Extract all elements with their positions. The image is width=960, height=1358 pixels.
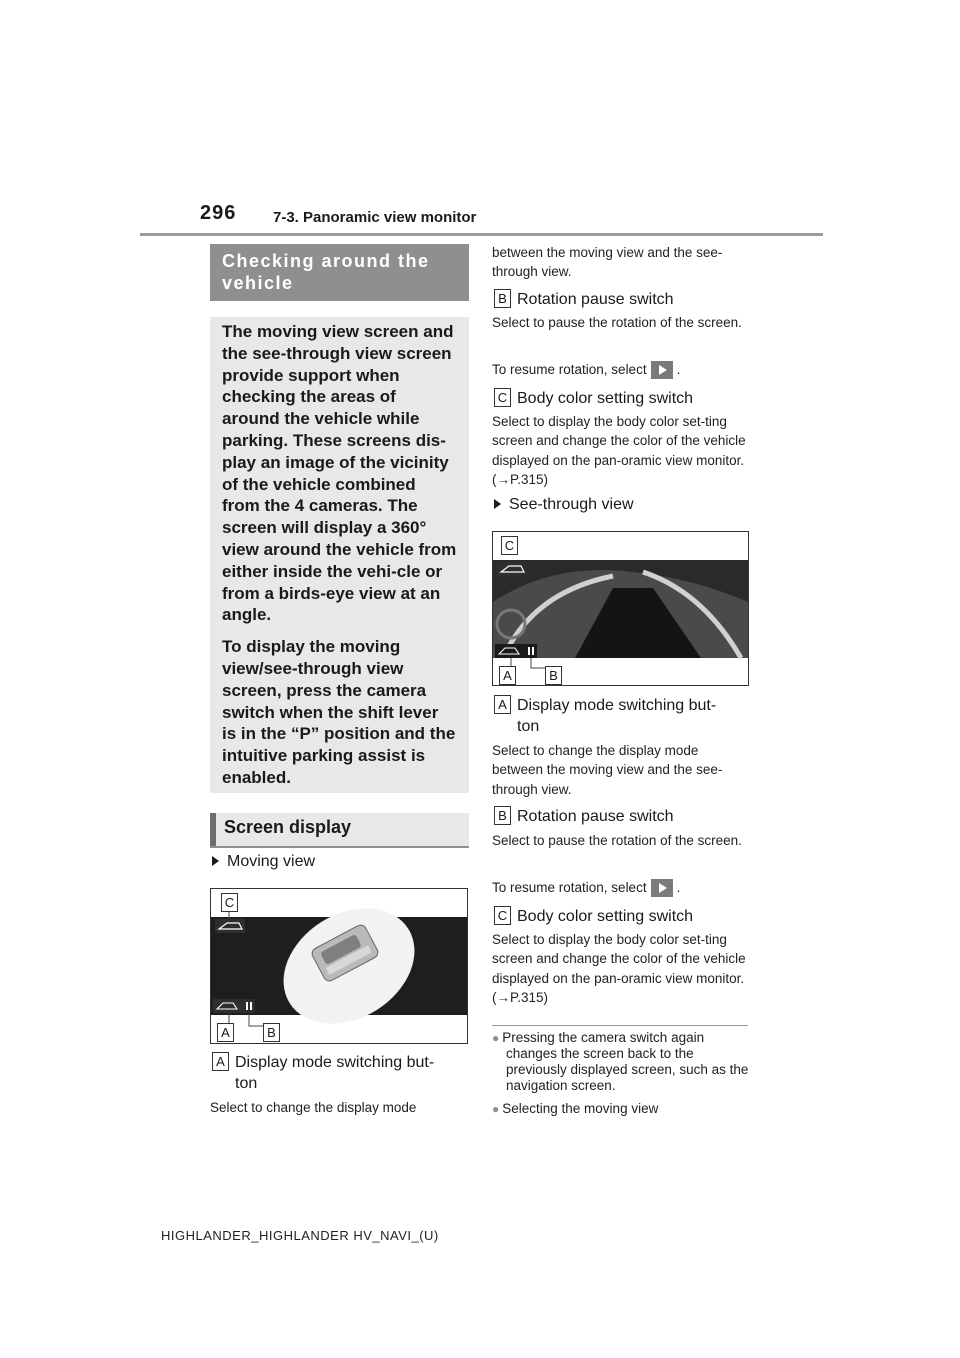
arrow-icon: → [496,989,510,1005]
moving-item-c-page-ref[interactable]: P.315) [510,471,549,487]
moving-item-b-title [494,289,752,310]
see-through-item-c-title-text: Body color setting switch [517,908,694,925]
item-a-description: Select to change the display mode [210,1100,417,1115]
see-through-item-a-letter: A [494,695,511,714]
note-1-text: Pressing the camera switch again changes the screen back to the previously displayed screen, such as the navigation screen. [502,1030,749,1093]
see-through-item-a-title-text: Display mode switching but-ton [517,697,717,735]
label-b: B [545,666,562,685]
intro-paragraph-2: To display the moving view/see-through view screen, press the camera switch when the shift lever is in the “P” position and the intuitive parking assist is enabled. [222,637,456,787]
callout-line-b [249,1014,263,1026]
see-through-item-c-description-text: Select to display the body color set-ting screen and change the color of the vehicle displayed on the pan-oramic view monitor. ( [492,932,746,1005]
moving-view-illustration [211,889,467,1043]
page-number: 296 [200,202,237,224]
period: . [676,362,681,377]
moving-item-c-description-text: Select to display the body color set-ting screen and change the color of the vehicle displayed on the pan-oramic view monitor. ( [492,414,746,487]
item-a-letter: A [212,1052,229,1071]
note-2-text: Selecting the moving view [502,1101,659,1116]
note-1 [492,1030,754,1094]
see-through-view-heading-text: See-through view [509,496,634,513]
triangle-bullet-icon [212,856,219,866]
footer-model-code: HIGHLANDER_HIGHLANDER HV_NAVI_(U) [161,1228,439,1243]
note-2 [492,1101,754,1117]
moving-item-b-letter: B [494,289,511,308]
label-b: B [263,1023,280,1042]
display-mode-icon [213,999,243,1013]
label-c: C [501,536,518,555]
label-a: A [217,1023,234,1042]
see-through-view-heading [494,496,634,514]
moving-item-c-description [492,412,750,489]
see-through-item-c-description [492,930,750,1007]
see-through-item-b-description: Select to pause the rotation of the screen. [492,833,742,848]
bullet-icon: ● [492,1102,500,1116]
body-color-icon [215,919,245,933]
note-rule [492,1025,748,1026]
see-through-item-a-description: Select to change the display mode between the moving view and the see-through view. [492,743,723,797]
see-through-item-c-letter: C [494,906,511,925]
see-through-item-b-letter: B [494,806,511,825]
screen-display-heading: Screen display [210,813,469,846]
moving-view-heading-text: Moving view [227,853,316,870]
moving-item-b-description: Select to pause the rotation of the screen. [492,315,742,330]
intro-paragraph-1: The moving view screen and the see-through view screen provide support when checking the areas of around the vehicle while parking. These screens dis-play an image of the vicinity of the vehicle combined from the 4 cameras. The screen will display a 360° view around the vehicle from either inside the vehi-cle or from a birds-eye view at an angle. [222,322,457,625]
see-through-item-b-title [494,806,752,827]
see-through-view-screen [492,531,749,686]
see-through-item-a-title [494,695,752,737]
moving-item-c-title [494,388,752,409]
body-color-icon [497,562,527,576]
moving-item-a-description-cont: between the moving view and the see-through view. [492,245,723,280]
see-through-illustration [493,532,748,685]
moving-view-heading [212,853,315,871]
moving-resume-text: To resume rotation, select [492,362,647,377]
display-mode-icon [495,644,525,658]
bullet-icon: ● [492,1031,500,1045]
checking-around-vehicle-heading: Checking around the vehicle [210,244,469,301]
callout-line-b [531,658,545,668]
item-a-title [212,1052,470,1094]
see-through-item-b-title-text: Rotation pause switch [517,808,674,825]
screen-display-rule [210,846,469,848]
play-button-icon [651,361,673,379]
moving-view-screen [210,888,468,1044]
section-title: 7-3. Panoramic view monitor [273,209,477,226]
triangle-bullet-icon [494,499,501,509]
label-c: C [221,893,238,912]
header-rule [140,233,823,236]
period: . [676,880,681,895]
arrow-icon: → [496,471,510,487]
play-button-icon [651,879,673,897]
label-a: A [499,666,516,685]
moving-item-c-title-text: Body color setting switch [517,390,694,407]
see-through-resume-line [492,878,750,897]
moving-item-c-letter: C [494,388,511,407]
see-through-item-c-title [494,906,752,927]
moving-resume-line [492,360,750,379]
pause-icon [525,644,537,658]
see-through-resume-text: To resume rotation, select [492,880,647,895]
see-through-item-c-page-ref[interactable]: P.315) [510,989,549,1005]
moving-item-b-title-text: Rotation pause switch [517,291,674,308]
pause-icon [243,999,255,1013]
intro-box [210,317,469,793]
item-a-title-text: Display mode switching but-ton [235,1054,435,1092]
